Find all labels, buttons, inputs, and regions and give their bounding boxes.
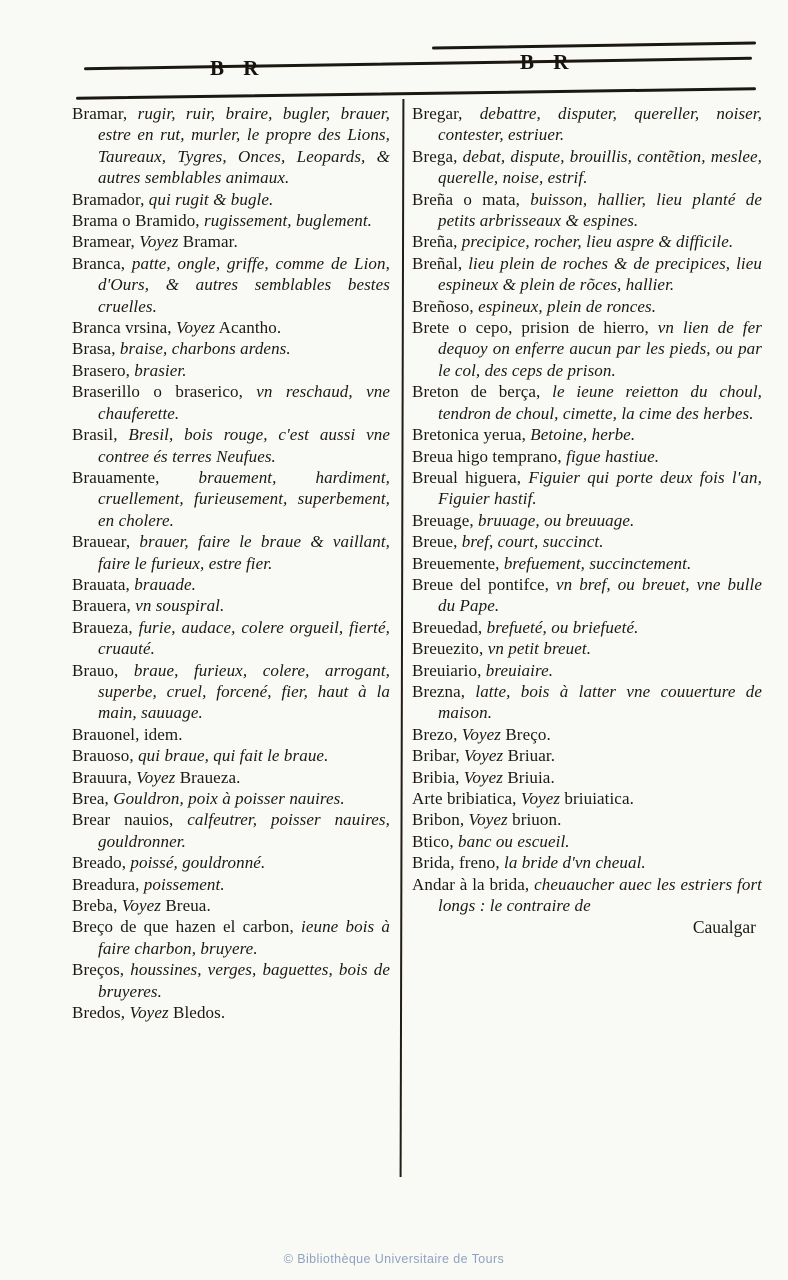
entry-headword: Bribia, [412,767,460,787]
dictionary-entry [72,360,390,381]
entry-reference: Braueza. [175,767,241,787]
header-rule [76,87,756,99]
entry-definition: Voyez [117,896,162,916]
dictionary-entry [412,381,762,424]
entry-reference: Bramar. [178,232,238,252]
entry-definition: debat, dispute, brouillis, contẽtion, meslee, querelle, noise, estrif. [438,146,762,188]
dictionary-entry [72,317,390,338]
entry-headword: Brama o Bramido, [72,211,200,231]
top-rule-segment [432,41,756,49]
dictionary-entry [412,146,762,189]
dictionary-entry [72,231,390,252]
entry-definition: vn bref, ou breuet, vne bulle du Pape. [438,574,762,616]
dictionary-entry [72,788,390,809]
entry-headword: Brauonel, [72,724,140,744]
entry-headword: Branca vrsina, [72,318,172,338]
dictionary-entry [72,595,390,616]
entry-definition: precipice, rocher, lieu aspre & difficile. [457,232,734,252]
entry-reference: Briuia. [503,767,555,787]
entry-headword: Brauura, [72,767,132,787]
dictionary-entry [72,1002,390,1023]
entry-definition: Voyez [131,767,176,787]
entry-headword: Branca, [72,253,126,273]
entry-headword: Brasero, [72,360,130,380]
dictionary-entry [72,852,390,873]
dictionary-entry [412,103,762,146]
entry-headword: Brezo, [412,724,458,744]
entry-headword: Breado, [72,853,127,873]
dictionary-entry [412,553,762,574]
dictionary-entry [412,681,762,724]
entry-reference: Breua. [161,896,211,916]
entry-definition: Figuier qui porte deux fois l'an, Figuier hastif. [438,467,762,509]
entry-headword: Bredos, [72,1003,126,1023]
column-right-entries [412,103,762,916]
dictionary-entry [412,467,762,510]
dictionary-entry [412,510,762,531]
entry-definition: Voyez [457,724,502,744]
entry-definition: qui rugit & bugle. [144,189,274,209]
dictionary-entry [72,959,390,1002]
entry-reference: briuon. [507,810,562,830]
entry-headword: Brauo, [72,660,119,680]
entry-headword: Brezna, [412,681,466,701]
entry-headword: Bramear, [72,232,135,252]
entry-definition: buisson, hallier, lieu planté de petits arbrisseaux & espines. [438,189,762,231]
entry-headword: Brear nauios, [72,810,174,830]
dictionary-entry [72,874,390,895]
entry-definition: espineux, plein de ronces. [473,296,657,316]
dictionary-entry [72,531,390,574]
dictionary-entry [72,574,390,595]
dictionary-entry [412,531,762,552]
entry-definition: vn petit breuet. [483,639,592,659]
entry-headword: Breuedad, [412,617,483,637]
entry-definition: qui braue, qui fait le braue. [133,746,329,766]
entry-definition: braue, furieux, colere, arrogant, superbe, cruel, forcené, fier, haut à la main, sauuage. [98,660,390,723]
entry-definition: breuiaire. [481,660,554,680]
entry-definition: brauade. [129,574,196,594]
dictionary-entry [72,253,390,317]
dictionary-entry [412,745,762,766]
entry-headword: Breuezito, [412,639,484,659]
entry-definition: brauement, hardiment, cruellement, furieusement, superbement, en cholere. [98,467,390,530]
dictionary-entry [412,617,762,638]
entry-headword: Breços, [72,960,125,980]
entry-headword: Bribar, [412,746,460,766]
text-block [72,103,762,1210]
entry-reference: briuiatica. [560,789,634,808]
dictionary-entry [412,424,762,445]
entry-definition: poissement. [139,874,225,894]
entry-headword: Brauear, [72,532,131,552]
dictionary-entry [72,809,390,852]
entry-definition: poissé, gouldronné. [126,853,266,873]
entry-headword: Breue del pontifce, [412,574,549,594]
dictionary-entry [412,724,762,745]
dictionary-entry [412,767,762,788]
entry-headword: Bramar, [72,104,128,123]
entry-definition: Voyez [171,318,216,338]
entry-definition: Voyez [459,767,504,787]
entry-definition: vn reschaud, vne chauferette. [98,382,390,423]
entry-headword: Breual higuera, [412,467,522,487]
entry-definition: le ieune reietton du choul, tendron de choul, cimette, la cime des herbes. [438,382,762,423]
dictionary-entry [72,381,390,424]
entry-definition: la bride d'vn cheual. [499,853,646,873]
entry-headword: Andar à la brida, [412,874,530,894]
entry-headword: Breña, [412,232,458,252]
dictionary-entry [72,103,390,189]
column-divider [400,99,405,1177]
entry-headword: Breuemente, [412,553,500,573]
entry-definition: brauer, faire le braue & vaillant, faire le furieux, estre fier. [98,532,390,573]
column-left [72,103,390,1023]
entry-headword: Brauata, [72,574,130,594]
dictionary-entry [72,895,390,916]
entry-headword: Breuiario, [412,660,482,680]
entry-headword: Brauoso, [72,746,134,766]
entry-definition: debattre, disputer, quereller, noiser, contester, estriuer. [438,104,762,145]
entry-definition: cheuaucher auec les estriers fort longs : le contraire de [438,874,763,916]
entry-headword: Breña o mata, [412,189,520,209]
entry-definition: Voyez [459,746,504,766]
entry-definition: patte, ongle, griffe, comme de Lion, d'Ours, & autres semblables bestes cruelles. [98,253,390,316]
entry-headword: Braueza, [72,617,133,637]
dictionary-entry [72,467,390,531]
entry-definition: brefueté, ou briefueté. [482,617,639,637]
dictionary-entry [72,617,390,660]
entry-definition: houssines, verges, baguettes, bois de bruyeres. [98,960,390,1001]
entry-headword: Bramador, [72,189,145,209]
entry-headword: Brete o cepo, prision de hierro, [412,318,649,338]
dictionary-entry [72,660,390,724]
entry-headword: Brasil, [72,425,118,445]
dictionary-entry [412,874,762,917]
dictionary-entry [72,189,390,210]
entry-headword: Brasa, [72,339,116,359]
entry-headword: Brauamente, [72,467,160,487]
entry-definition: latte, bois à latter vne couuerture de maison. [438,681,762,723]
entry-definition: Voyez [516,789,561,808]
entry-headword: Brida, freno, [412,853,500,873]
entry-definition: brefuement, succinctement. [499,553,692,573]
entry-reference: Bledos. [168,1003,226,1023]
entry-definition: Gouldron, poix à poisser nauires. [108,789,345,808]
catchword: Caualgar [692,917,756,938]
dictionary-entry [412,317,762,381]
entry-definition: calfeutrer, poisser nauires, gouldronner. [98,810,390,851]
dictionary-entry [412,296,762,317]
entry-headword: Braserillo o braserico, [72,382,243,402]
entry-definition: Betoine, herbe. [525,425,636,445]
dictionary-entry [412,189,762,232]
top-rule [84,57,752,70]
entry-headword: Brega, [412,146,458,166]
entry-headword: Btico, [412,831,454,851]
entry-reference: idem. [139,724,183,744]
dictionary-entry [72,724,390,745]
dictionary-entry [72,338,390,359]
entry-definition: rugissement, buglement. [199,211,373,231]
entry-headword: Breton de berça, [412,382,541,402]
dictionary-entry [412,638,762,659]
dictionary-entry [412,660,762,681]
entry-headword: Breba, [72,896,118,916]
entry-definition: lieu plein de roches & de precipices, lieu espineux & plein de rõces, hallier. [438,253,762,295]
entry-definition: Voyez [464,810,508,830]
entry-definition: vn lien de fer dequoy on enferre aucun par les pieds, ou par le col, des ceps de prison. [438,318,762,380]
entry-headword: Breñal, [412,253,463,273]
entry-headword: Breñoso, [412,296,474,316]
entry-headword: Breua higo temprano, [412,446,562,466]
running-head-left: B R [210,56,266,80]
dictionary-entry [72,424,390,467]
column-left-entries [72,103,390,1023]
dictionary-entry [72,767,390,788]
entry-definition: Bresil, bois rouge, c'est aussi vne contree és terres Neufues. [98,425,390,466]
dictionary-entry [412,253,762,296]
entry-definition: bref, court, succinct. [457,532,604,552]
entry-headword: Bribon, [412,810,465,830]
entry-reference: Briuar. [503,746,556,766]
entry-headword: Breue, [412,532,458,552]
entry-reference: Breço. [501,724,551,744]
entry-headword: Breuage, [412,510,474,530]
running-head-right: B R [520,50,576,74]
entry-definition: bruuage, ou breuuage. [473,510,635,530]
dictionary-entry [412,809,762,830]
dictionary-entry [412,231,762,252]
entry-definition: brasier. [129,360,187,380]
entry-headword: Bregar, [412,104,463,123]
entry-definition: ieune bois à faire charbon, bruyere. [98,917,391,958]
dictionary-entry [72,210,390,231]
dictionary-entry [72,745,390,766]
entry-headword: Brea, [72,789,109,808]
dictionary-entry [412,788,762,809]
dictionary-entry [72,916,390,959]
dictionary-entry [412,852,762,873]
entry-definition: braise, charbons ardens. [115,339,291,359]
entry-headword: Breço de que hazen el carbon, [72,917,294,937]
entry-definition: rugir, ruir, braire, bugler, brauer, estre en rut, murler, le propre des Lions, Taureaux, Tygres, Onces, Leopards, & autres semblables animaux. [98,104,390,188]
entry-definition: banc ou escueil. [453,831,570,851]
dictionary-entry [412,446,762,467]
entry-definition: furie, audace, colere orgueil, fierté, cruauté. [98,617,390,659]
entry-reference: Acantho. [215,318,282,338]
entry-definition: Voyez [125,1003,169,1023]
entry-headword: Bretonica yerua, [412,425,526,445]
dictionary-entry [412,574,762,617]
entry-definition: vn souspiral. [130,596,225,616]
entry-headword: Brauera, [72,596,131,616]
library-watermark: © Bibliothèque Universitaire de Tours [283,1252,505,1266]
column-right [412,103,762,938]
entry-headword: Breadura, [72,874,140,894]
entry-headword: Arte bribiatica, [412,789,517,808]
entry-definition: Voyez [134,232,179,252]
dictionary-entry [412,831,762,852]
entry-definition: figue hastiue. [561,446,660,466]
